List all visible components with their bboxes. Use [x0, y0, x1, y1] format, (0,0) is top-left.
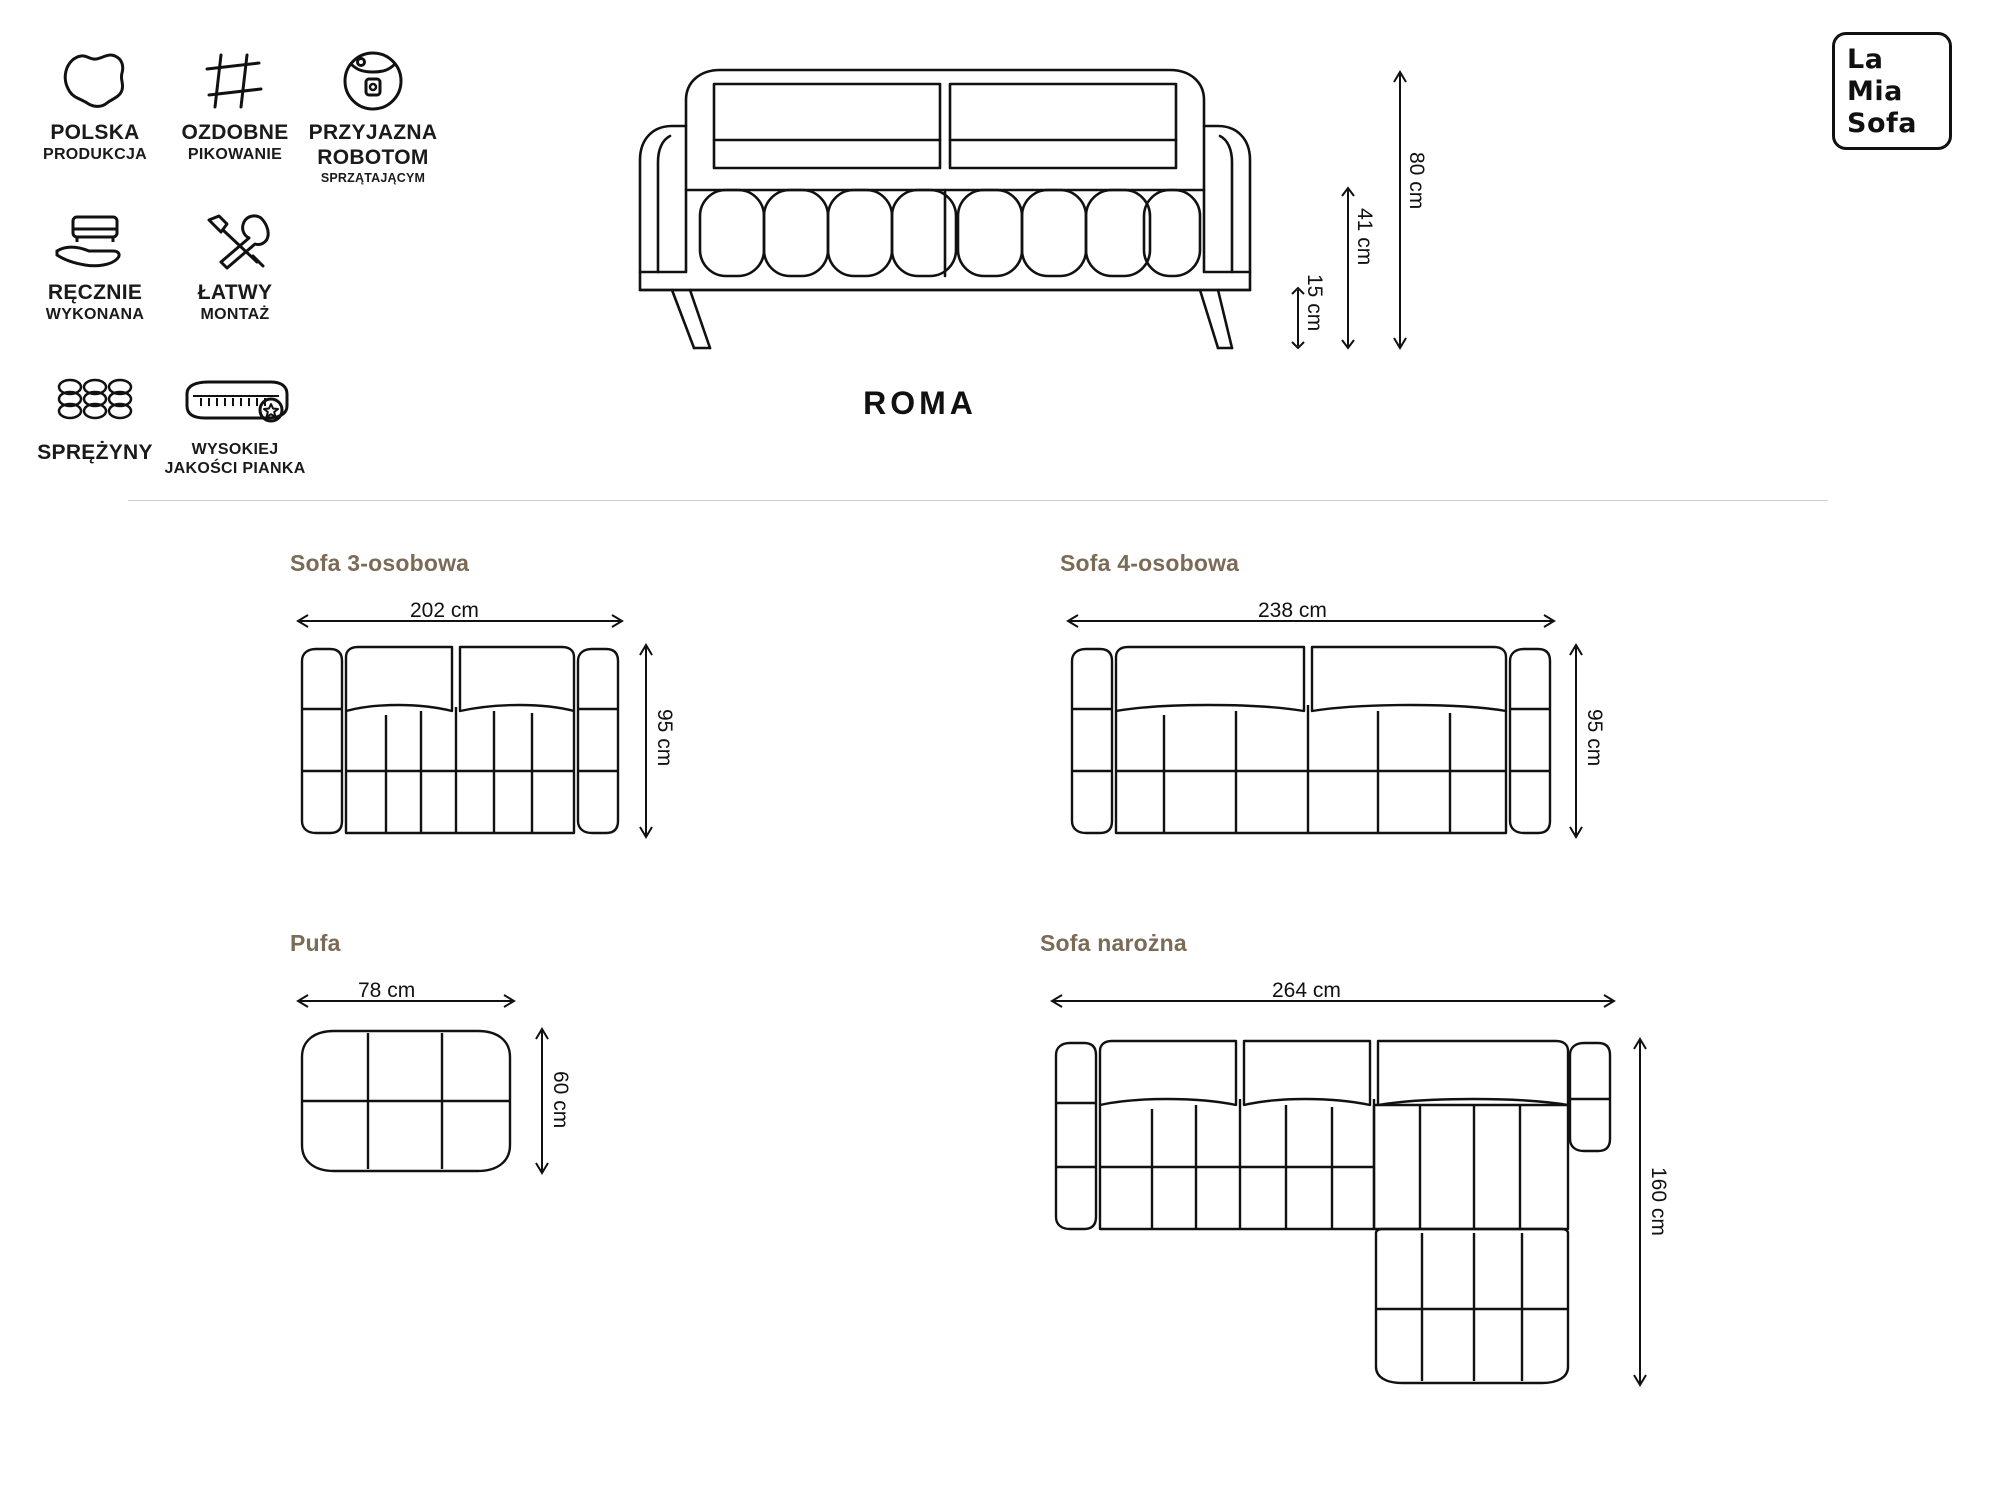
variant-drawing: [290, 979, 850, 1259]
feature-ozdobne-pikowanie: [160, 45, 310, 165]
product-title: ROMA: [863, 385, 977, 421]
feature-polska-produkcja: [20, 45, 170, 165]
hero-dim-leg-height: 15 cm: [1303, 274, 1326, 332]
feature-recznie-wykonana: [20, 205, 170, 325]
feature-spreziny: [20, 365, 170, 466]
sofa3-depth-label: 95 cm: [653, 709, 676, 767]
quilting-grid-icon: [160, 45, 310, 117]
corner-width-label: 264 cm: [1272, 979, 1341, 1002]
section-divider: [128, 500, 1828, 501]
feature-label: SPRĘŻYNY: [37, 441, 153, 464]
variant-title: Pufa: [290, 930, 341, 956]
robot-vacuum-icon: [298, 45, 448, 117]
pufa-width-label: 78 cm: [358, 979, 416, 1002]
variant-sofa-3-osobowa: [290, 550, 850, 930]
variant-title: Sofa 4-osobowa: [1060, 550, 1240, 576]
feature-label: RĘCZNIE WYKONANA: [45, 281, 145, 323]
logo-line-1: La: [1847, 44, 1884, 75]
variant-drawing: [1060, 599, 1680, 899]
corner-depth-label: 160 cm: [1647, 1167, 1670, 1236]
variant-drawing: [1040, 979, 1800, 1419]
tools-icon: [160, 205, 310, 277]
hero-dim-total-height: 80 cm: [1405, 152, 1428, 210]
feature-label: POLSKA PRODUKCJA: [42, 121, 148, 163]
feature-badges: [20, 20, 480, 490]
logo-line-3: Sofa: [1847, 108, 1917, 139]
hero-sofa-front-view: [610, 40, 1460, 380]
feature-label: ŁATWY MONTAŻ: [197, 281, 273, 323]
springs-icon: [20, 365, 170, 437]
feature-wysokiej-jakosci-pianka: [160, 365, 310, 479]
hand-sofa-icon: [20, 205, 170, 277]
variant-pufa: [290, 930, 850, 1280]
brand-logo: [1832, 32, 1952, 150]
feature-label: WYSOKIEJ JAKOŚCI PIANKA: [164, 441, 306, 477]
feature-label: OZDOBNE PIKOWANIE: [181, 121, 289, 163]
sofa3-width-label: 202 cm: [410, 599, 479, 622]
foam-block-icon: [160, 365, 310, 437]
feature-label: PRZYJAZNA ROBOTOM SPRZĄTAJĄCYM: [308, 121, 438, 185]
hero-dim-seat-height: 41 cm: [1353, 208, 1376, 266]
feature-latwy-montaz: [160, 205, 310, 325]
sofa4-depth-label: 95 cm: [1583, 709, 1606, 767]
logo-line-2: Mia: [1847, 76, 1903, 107]
pufa-depth-label: 60 cm: [549, 1071, 572, 1129]
feature-przyjazna-robotom: [298, 45, 448, 185]
variant-title: Sofa narożna: [1040, 930, 1187, 956]
sofa4-width-label: 238 cm: [1258, 599, 1327, 622]
variant-title: Sofa 3-osobowa: [290, 550, 470, 576]
variant-sofa-narozna: [1040, 930, 1800, 1450]
poland-map-icon: [20, 45, 170, 117]
variant-sofa-4-osobowa: [1060, 550, 1680, 930]
variant-drawing: [290, 599, 850, 899]
